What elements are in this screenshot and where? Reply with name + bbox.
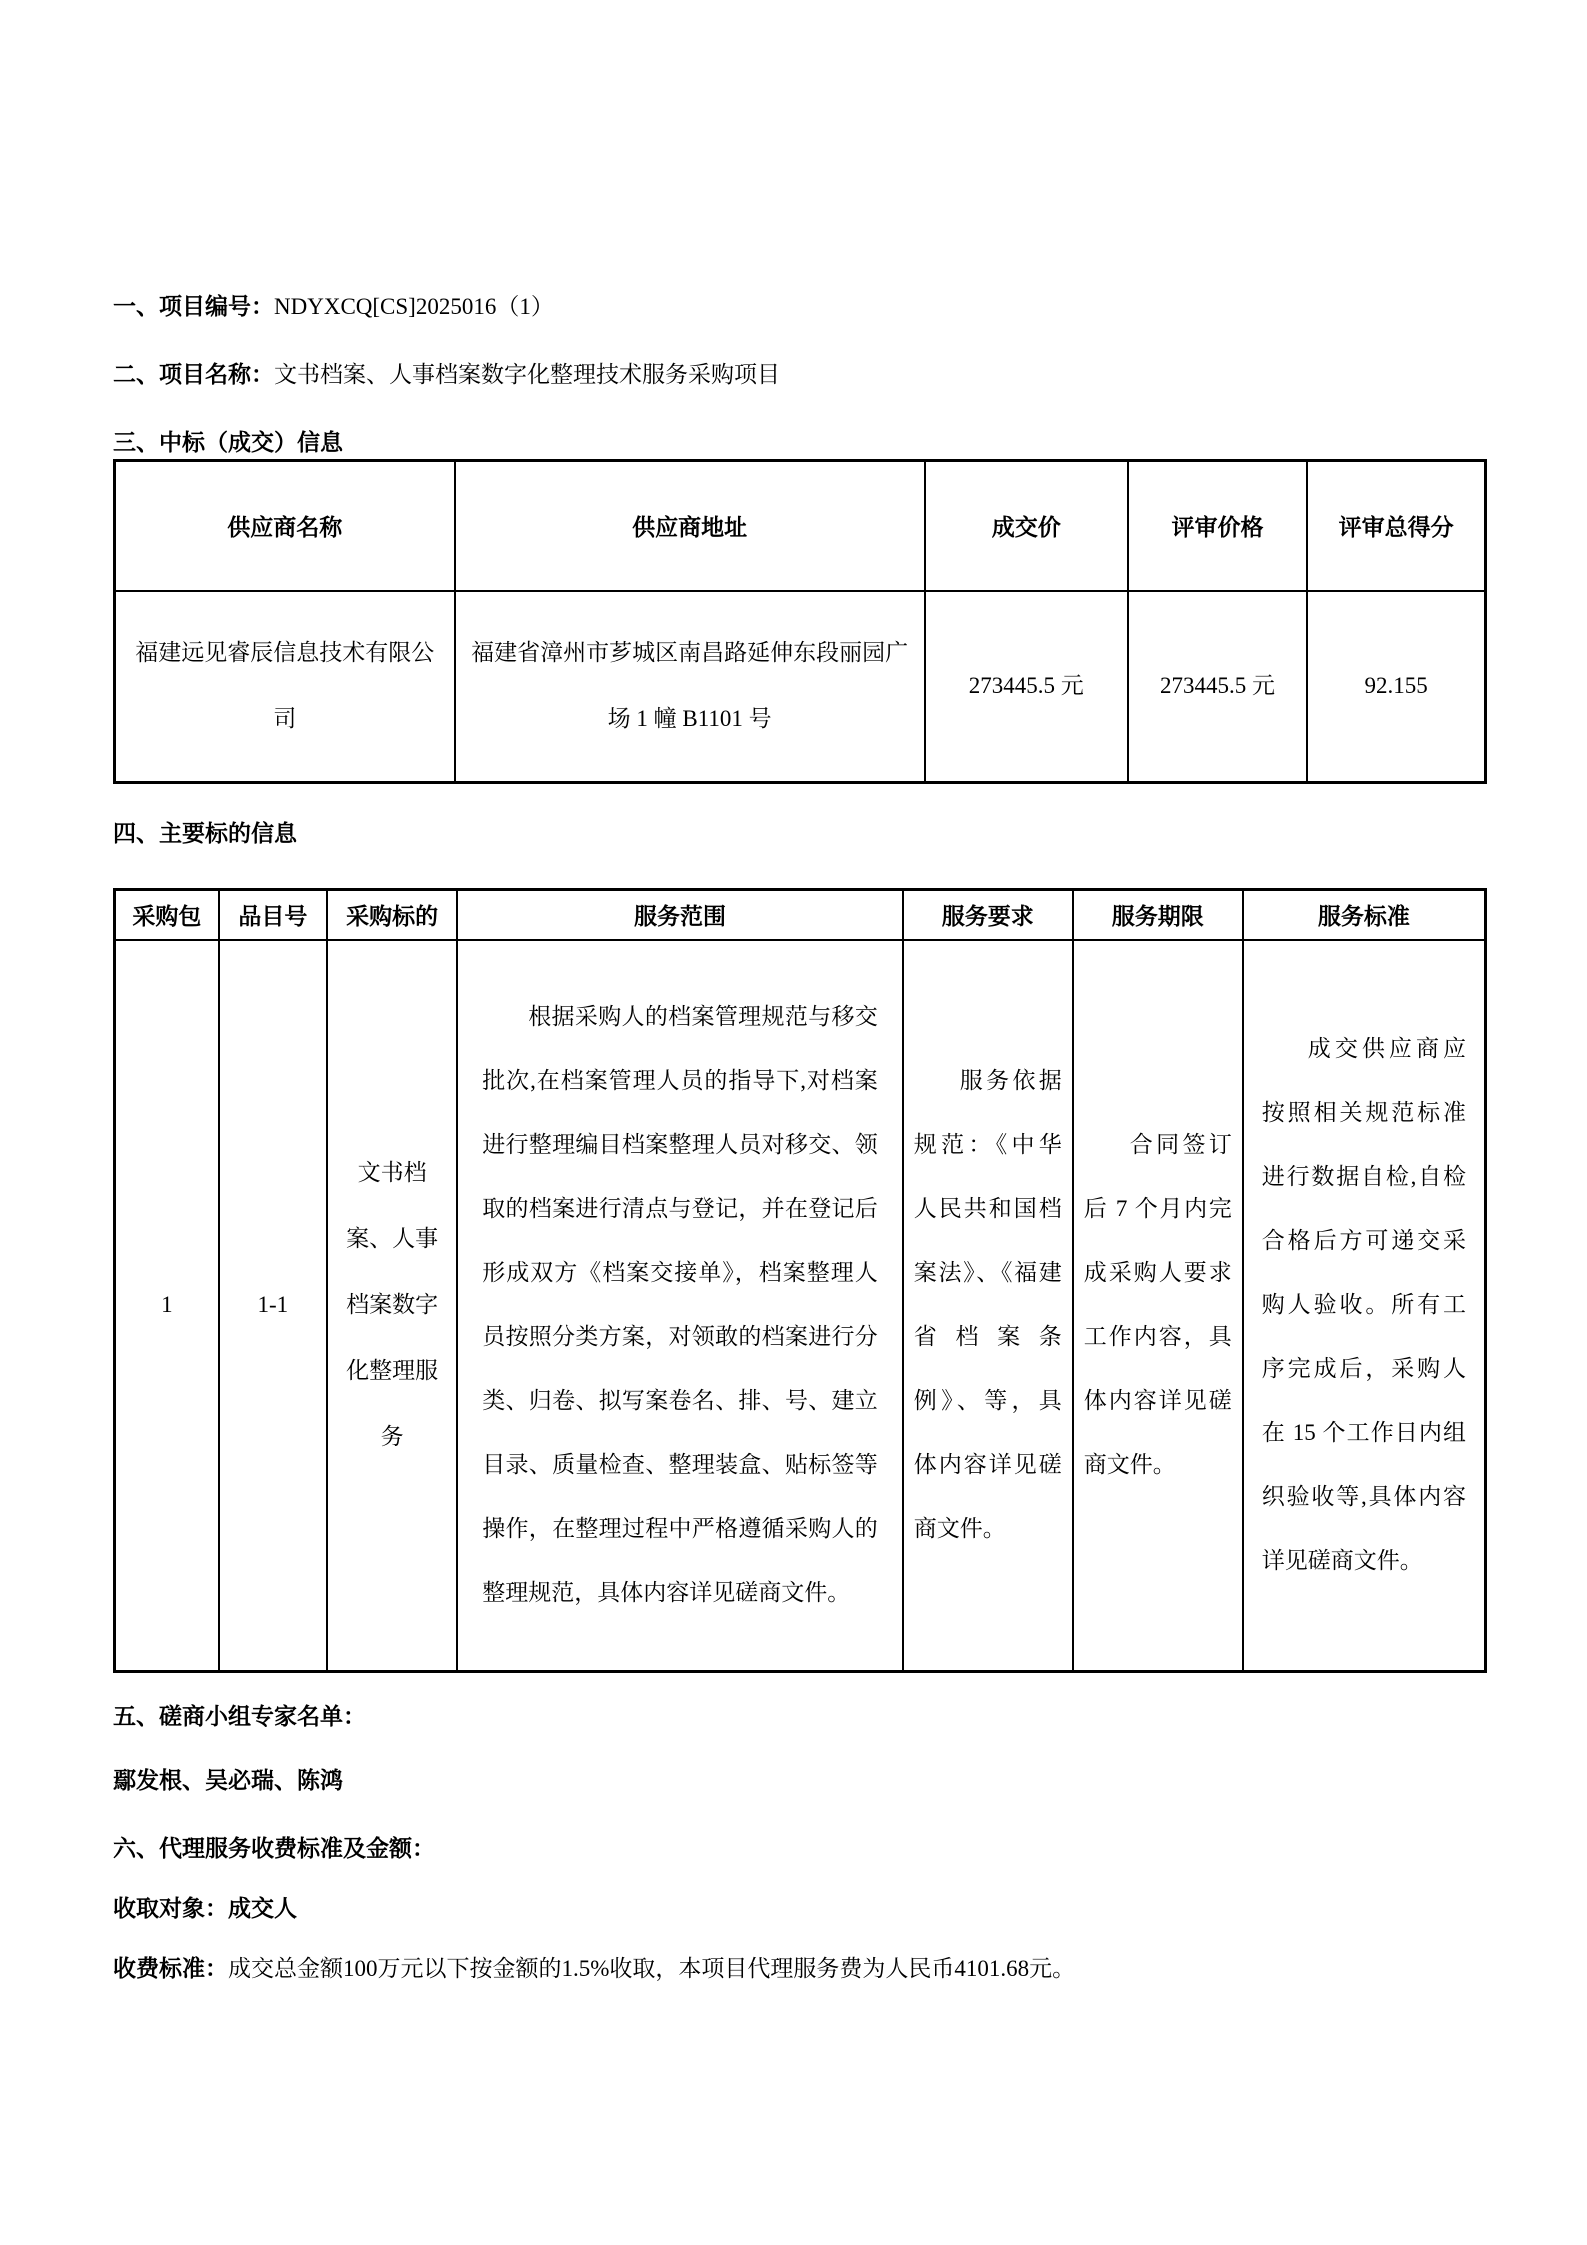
service-requirement-text: 服务依据规范：《中华人民共和国档案法》、《福建省档案条例》、等，具体内容详见磋商文件。 xyxy=(913,1068,1062,1542)
header-service-requirement: 服务要求 xyxy=(903,890,1073,940)
fee-target-line xyxy=(113,1895,1487,1923)
service-standard-text: 成交供应商应按照相关规范标准进行数据自检,自检合格后方可递交采购人验收。所有工序完成后，采购人在 15 个工作日内组织验收等,具体内容详见磋商文件。 xyxy=(1261,1036,1466,1574)
header-package: 采购包 xyxy=(115,890,219,940)
fee-target-label: 收取对象： xyxy=(113,1896,228,1921)
project-number-label: 一、项目编号： xyxy=(113,294,274,319)
package-cell: 1 xyxy=(115,940,219,1672)
fee-standard-label: 收费标准： xyxy=(113,1956,228,1981)
header-service-scope: 服务范围 xyxy=(457,890,903,940)
review-price-cell: 273445.5 元 xyxy=(1128,591,1308,783)
project-number-line xyxy=(113,293,1487,321)
experts-names: 鄢发根、吴必瑞、陈鸿 xyxy=(113,1768,343,1793)
header-subject: 采购标的 xyxy=(327,890,457,940)
header-supplier-address: 供应商地址 xyxy=(455,461,925,591)
project-name-value: 文书档案、人事档案数字化整理技术服务采购项目 xyxy=(274,362,780,387)
header-service-period: 服务期限 xyxy=(1073,890,1243,940)
service-standard-cell xyxy=(1243,940,1486,1672)
subject-info-heading: 四、主要标的信息 xyxy=(113,821,297,846)
supplier-name-cell: 福建远见睿辰信息技术有限公司 xyxy=(115,591,455,783)
header-service-standard: 服务标准 xyxy=(1243,890,1486,940)
deal-price-cell: 273445.5 元 xyxy=(925,591,1128,783)
agency-fee-heading: 六、代理服务收费标准及金额： xyxy=(113,1836,435,1861)
fee-target-value: 成交人 xyxy=(228,1896,297,1921)
review-score-cell: 92.155 xyxy=(1307,591,1485,783)
service-scope-cell xyxy=(457,940,903,1672)
project-name-line xyxy=(113,361,1487,389)
header-deal-price: 成交价 xyxy=(925,461,1128,591)
award-table-header-row xyxy=(115,461,1486,591)
service-requirement-cell xyxy=(903,940,1073,1672)
service-period-text: 合同签订后 7 个月内完成采购人要求工作内容，具体内容详见磋商文件。 xyxy=(1083,1132,1232,1478)
award-table-row xyxy=(115,591,1486,783)
project-name-label: 二、项目名称： xyxy=(113,362,274,387)
subject-cell: 文书档案、人事档案数字化整理服务 xyxy=(327,940,457,1672)
award-table xyxy=(113,459,1487,784)
fee-standard-line xyxy=(113,1955,1487,1983)
header-review-score: 评审总得分 xyxy=(1307,461,1485,591)
subject-table-header-row xyxy=(115,890,1486,940)
project-number-value: NDYXCQ[CS]2025016（1） xyxy=(274,294,554,319)
award-info-heading: 三、中标（成交）信息 xyxy=(113,430,343,455)
experts-heading: 五、磋商小组专家名单： xyxy=(113,1704,366,1729)
service-period-cell xyxy=(1073,940,1243,1672)
service-scope-text: 根据采购人的档案管理规范与移交批次,在档案管理人员的指导下,对档案进行整理编目档案整理人员对移交、领取的档案进行清点与登记，并在登记后形成双方《档案交接单》，档案整理人员按照分类方案，对领敢的档案进行分类、归卷、拟写案卷名、排、号、建立目录、质量检查、整理装盒、贴标签等操作，在整理过程中严格遵循采购人的整理规范，具体内容详见磋商文件。 xyxy=(482,1004,878,1606)
header-supplier-name: 供应商名称 xyxy=(115,461,455,591)
item-no-cell: 1-1 xyxy=(219,940,327,1672)
subject-table xyxy=(113,888,1487,1673)
subject-table-row xyxy=(115,940,1486,1672)
supplier-address-cell: 福建省漳州市芗城区南昌路延伸东段丽园广场 1 幢 B1101 号 xyxy=(455,591,925,783)
fee-standard-value: 成交总金额100万元以下按金额的1.5%收取，本项目代理服务费为人民币4101.68元。 xyxy=(228,1956,1076,1981)
header-review-price: 评审价格 xyxy=(1128,461,1308,591)
header-item-no: 品目号 xyxy=(219,890,327,940)
